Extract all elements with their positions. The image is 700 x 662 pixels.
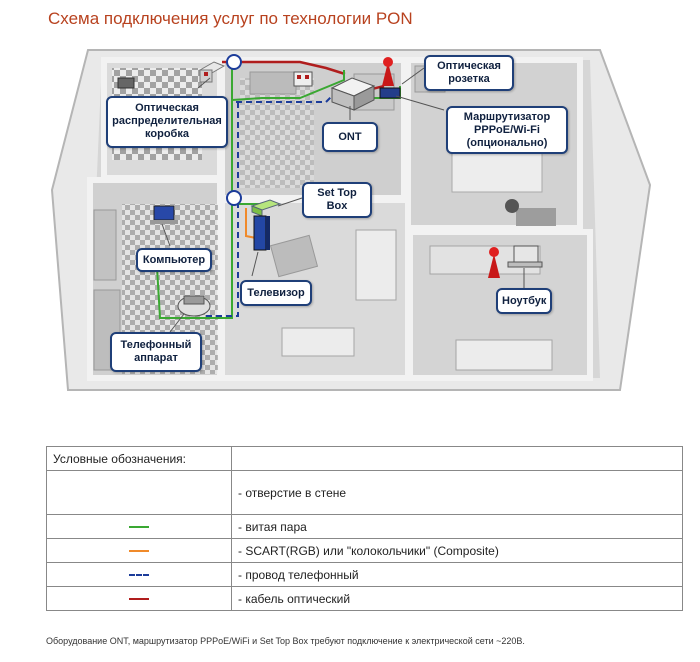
computer-icon bbox=[150, 206, 178, 224]
legend-header-empty bbox=[232, 447, 683, 471]
callout-laptop: Ноутбук bbox=[496, 288, 552, 314]
legend-symbol-scart bbox=[47, 539, 232, 563]
callout-tv: Телевизор bbox=[240, 280, 312, 306]
callout-phone: Телефонный аппарат bbox=[110, 332, 202, 372]
wardrobe-left bbox=[94, 210, 116, 280]
callout-computer: Компьютер bbox=[136, 248, 212, 272]
legend-label-scart: - SCART(RGB) или "колокольчики" (Composite) bbox=[232, 539, 683, 563]
legend-header: Условные обозначения: bbox=[47, 447, 232, 471]
legend-label-phone-wire: - провод телефонный bbox=[232, 563, 683, 587]
callout-router: Маршрутизатор PPPoE/Wi-Fi (опционально) bbox=[446, 106, 568, 154]
optical-swatch bbox=[129, 598, 149, 600]
cabinet-right bbox=[516, 208, 556, 226]
wall-hole-top bbox=[227, 55, 241, 69]
scart-swatch bbox=[129, 550, 149, 552]
sofa-bottom bbox=[282, 328, 354, 356]
callout-set-top-box: Set Top Box bbox=[302, 182, 372, 218]
legend-symbol-optical bbox=[47, 587, 232, 611]
legend-label-twisted-pair: - витая пара bbox=[232, 515, 683, 539]
legend-symbol-twisted-pair bbox=[47, 515, 232, 539]
cabinet-topmid bbox=[250, 72, 296, 94]
phone-device-icon bbox=[178, 296, 210, 316]
sofa-center bbox=[356, 230, 396, 300]
legend-symbol-wall-hole bbox=[47, 471, 232, 515]
socket-panel-icon bbox=[294, 72, 312, 86]
legend-label-wall-hole: - отверстие в стене bbox=[232, 471, 683, 515]
printer-icon bbox=[118, 78, 134, 88]
tv-icon bbox=[254, 216, 270, 250]
legend-symbol-phone-wire bbox=[47, 563, 232, 587]
callout-ont: ONT bbox=[322, 122, 378, 152]
footnote: Оборудование ONT, маршрутизатор PPPoE/WiFi и Set Top Box требуют подключение к электрической сети ~220В. bbox=[46, 636, 525, 646]
phone-wire-swatch bbox=[129, 574, 149, 576]
floor-plan bbox=[0, 40, 700, 440]
legend-label-optical: - кабель оптический bbox=[232, 587, 683, 611]
callout-distribution-box: Оптическая распределительная коробка bbox=[106, 96, 228, 148]
twisted-pair-swatch bbox=[129, 526, 149, 528]
page-title: Схема подключения услуг по технологии PON bbox=[48, 9, 413, 28]
sofa-right bbox=[456, 340, 552, 370]
legend-table bbox=[46, 446, 683, 611]
callout-optical-socket: Оптическая розетка bbox=[424, 55, 514, 91]
wall-hole-middle bbox=[227, 191, 241, 205]
robot-icon bbox=[505, 199, 519, 213]
